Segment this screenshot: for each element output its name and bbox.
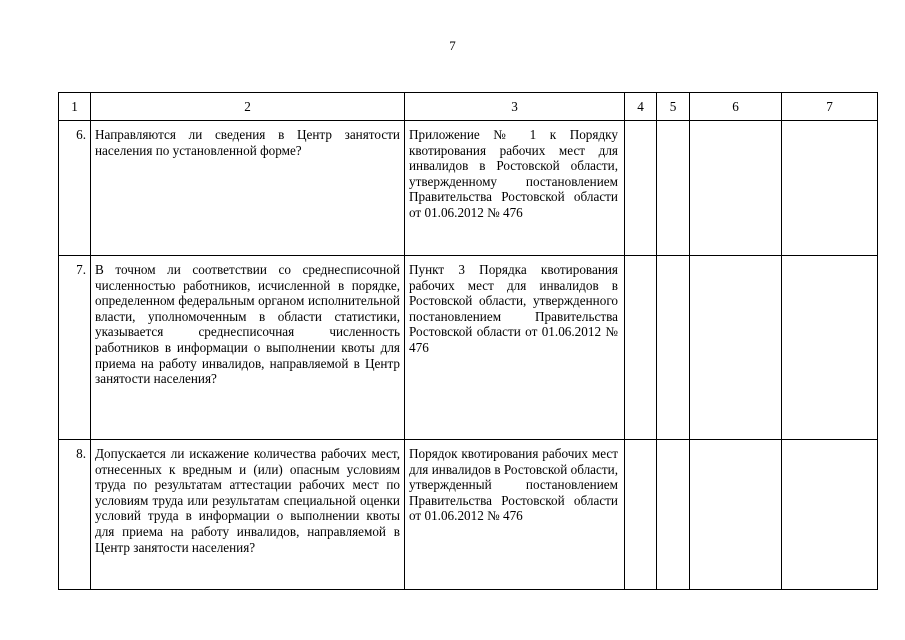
question-cell	[91, 121, 405, 256]
question-cell	[91, 440, 405, 590]
answer-cell-col4	[625, 440, 657, 590]
table-row	[59, 121, 878, 256]
column-header-4: 4	[625, 93, 657, 121]
answer-cell-col7	[782, 256, 878, 440]
question-text: В точном ли соответствии со среднесписочной численностью работников, исчисленной в порядке, определенном федеральным органом исполнительной власти, уполномоченным в области статистики, указывается среднесписочная численность работников в информации о выполнении квоты для приема на работу инвалидов, направляемой в Центр занятости населения?	[95, 262, 400, 387]
column-header-1: 1	[59, 93, 91, 121]
legal-basis-text: Порядок квотирования рабочих мест для инвалидов в Ростовской области, утвержденный постановлением Правительства Ростовской области от 01.06.2012 № 476	[409, 446, 618, 524]
row-number: 8.	[59, 440, 91, 590]
answer-cell-col7	[782, 440, 878, 590]
column-header-7: 7	[782, 93, 878, 121]
row-number: 7.	[59, 256, 91, 440]
table-header-row	[59, 93, 878, 121]
checklist-table	[58, 92, 878, 590]
question-text: Направляются ли сведения в Центр занятости населения по установленной форме?	[95, 127, 400, 158]
answer-cell-col6	[690, 256, 782, 440]
column-header-5: 5	[657, 93, 690, 121]
answer-cell-col6	[690, 121, 782, 256]
table-row	[59, 256, 878, 440]
column-header-6: 6	[690, 93, 782, 121]
answer-cell-col7	[782, 121, 878, 256]
legal-basis-text: Приложение № 1 к Порядку квотирования рабочих мест для инвалидов в Ростовской области, утвержденному постановлением Правительства Ростовской области от 01.06.2012 № 476	[409, 127, 618, 220]
question-text: Допускается ли искажение количества рабочих мест, отнесенных к вредным и (или) опасным условиям труда по результатам аттестации рабочих мест по условиям труда или результатам специальной оценки условий труда в информации о выполнении квоты для приема на работу инвалидов, направляемой в Центр занятости населения?	[95, 446, 400, 555]
legal-basis-text: Пункт 3 Порядка квотирования рабочих мест для инвалидов в Ростовской области, утвержденного постановлением Правительства Ростовской области от 01.06.2012 № 476	[409, 262, 618, 355]
answer-cell-col5	[657, 121, 690, 256]
table-row	[59, 440, 878, 590]
column-header-3: 3	[405, 93, 625, 121]
row-number: 6.	[59, 121, 91, 256]
answer-cell-col6	[690, 440, 782, 590]
answer-cell-col5	[657, 440, 690, 590]
legal-basis-cell	[405, 121, 625, 256]
answer-cell-col4	[625, 256, 657, 440]
answer-cell-col4	[625, 121, 657, 256]
page-number: 7	[449, 38, 456, 53]
column-header-2: 2	[91, 93, 405, 121]
legal-basis-cell	[405, 256, 625, 440]
answer-cell-col5	[657, 256, 690, 440]
legal-basis-cell	[405, 440, 625, 590]
question-cell	[91, 256, 405, 440]
